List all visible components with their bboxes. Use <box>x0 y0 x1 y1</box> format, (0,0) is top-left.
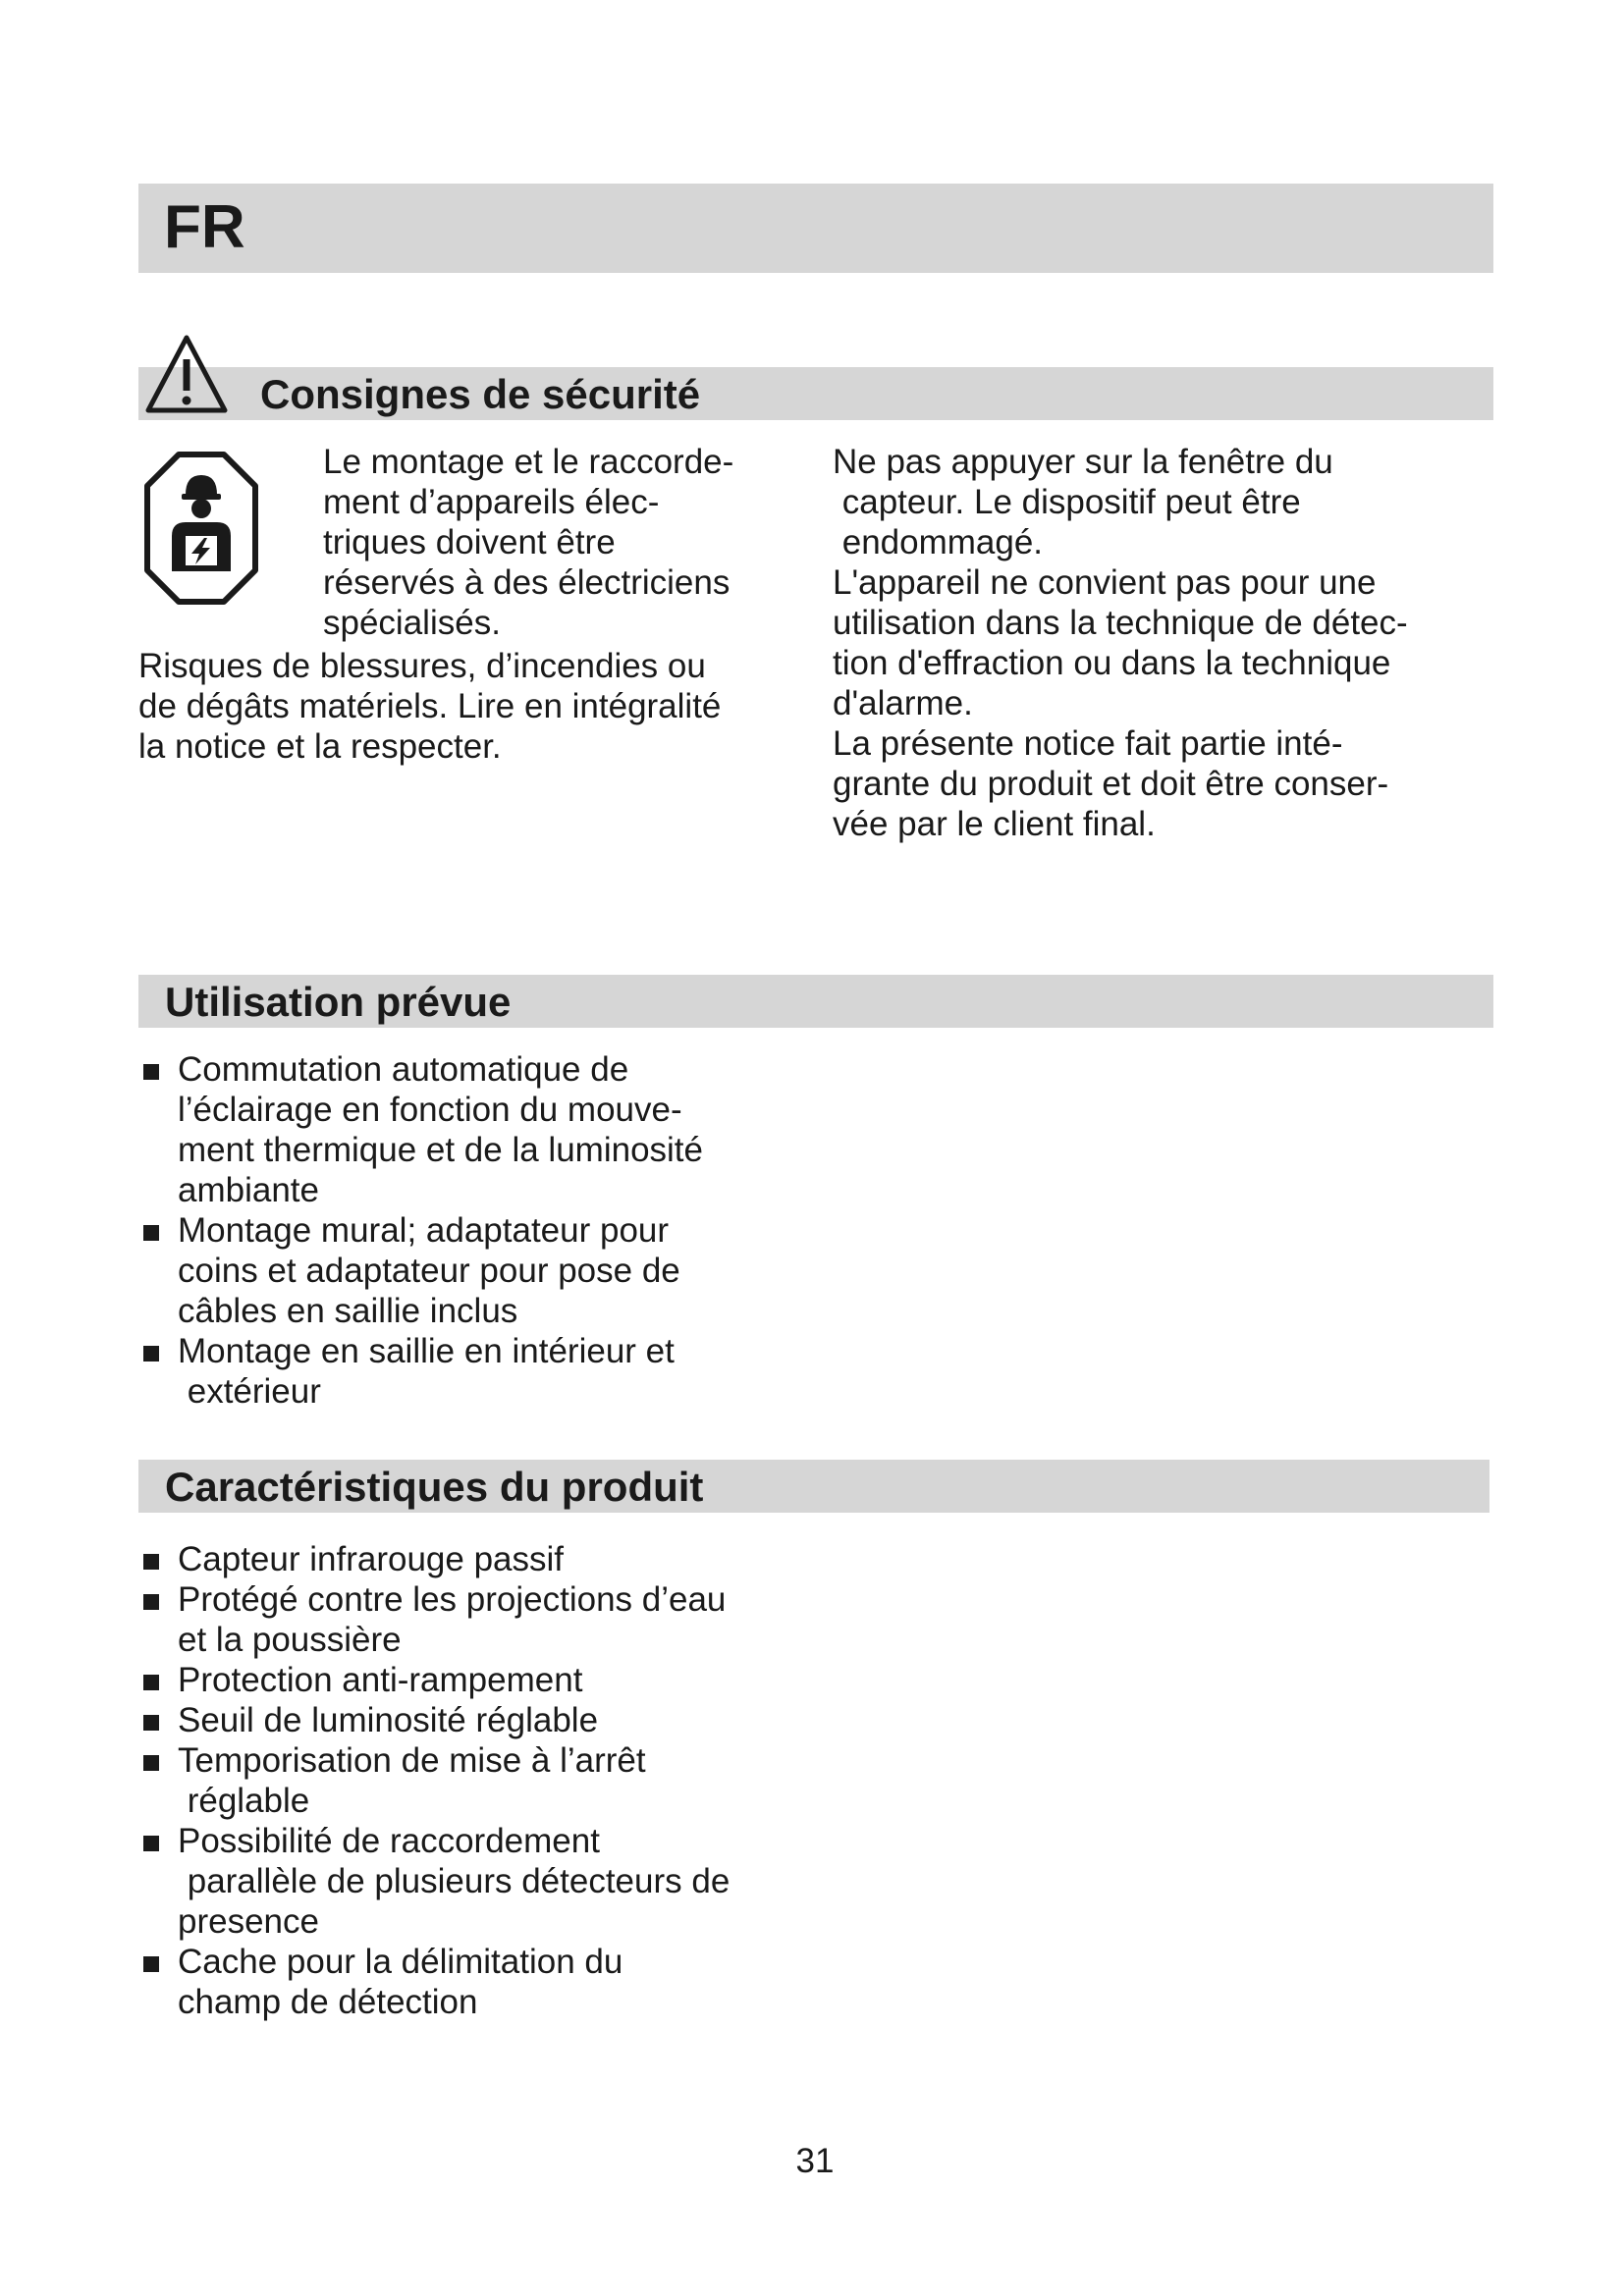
bullet-square-icon <box>143 1755 159 1771</box>
list-item <box>138 1740 730 1821</box>
bullet-square-icon <box>143 1594 159 1610</box>
list-item-text: Commutation automatique de l’éclairage en fonction du mouve- ment thermique et de la luminosité ambiante <box>178 1050 703 1209</box>
bullet-square-icon <box>143 1064 159 1080</box>
risk-warning-text <box>138 646 721 767</box>
list-item-text: Protégé contre les projections d’eau et la poussière <box>178 1580 727 1659</box>
list-item <box>138 1049 703 1210</box>
usage-list <box>138 1049 703 1412</box>
list-item <box>138 1539 730 1579</box>
language-code: FR <box>164 193 245 261</box>
safety-section-header <box>138 367 1493 420</box>
warning-triangle-icon <box>145 334 228 414</box>
bullet-square-icon <box>143 1346 159 1362</box>
list-item-text: Capteur infrarouge passif <box>178 1540 564 1578</box>
list-item-text: Montage mural; adaptateur pour coins et adaptateur pour pose de câbles en saillie inclus <box>178 1211 680 1330</box>
risk-warning-text-content: Risques de blessures, d’incendies ou de dégâts matériels. Lire en intégralité la notice et la respecter. <box>138 647 722 766</box>
list-item-text: Temporisation de mise à l’arrêt réglable <box>178 1741 646 1820</box>
usage-section-header <box>138 975 1493 1028</box>
electrician-only-icon <box>142 450 260 607</box>
features-section-title: Caractéristiques du produit <box>165 1464 704 1510</box>
usage-section-title: Utilisation prévue <box>165 979 512 1025</box>
electrician-warning-text <box>323 442 733 643</box>
features-list <box>138 1539 730 2022</box>
list-item-text: Seuil de luminosité réglable <box>178 1701 599 1739</box>
bullet-square-icon <box>143 1715 159 1731</box>
sensor-warning-text <box>833 442 1408 844</box>
list-item-text: Protection anti-rampement <box>178 1661 583 1699</box>
electrician-warning-text-content: Le montage et le raccorde- ment d’appareils élec- triques doivent être réservés à des électriciens spécialisés. <box>323 443 734 642</box>
sensor-warning-text-content: Ne pas appuyer sur la fenêtre du capteur. Le dispositif peut être endommagé. L'appareil ne convient pas pour une utilisation dans la technique de détec- tion d'effraction ou dans la technique d'alarme. La présente notice fait partie inté- grante du produit et doit être conser- vée par le client final. <box>833 443 1408 843</box>
list-item-text: Montage en saillie en intérieur et extérieur <box>178 1332 675 1411</box>
list-item <box>138 1821 730 1942</box>
safety-section-title: Consignes de sécurité <box>260 371 701 417</box>
list-item <box>138 1942 730 2022</box>
list-item <box>138 1700 730 1740</box>
bullet-square-icon <box>143 1675 159 1690</box>
bullet-square-icon <box>143 1956 159 1972</box>
list-item-text: Possibilité de raccordement parallèle de plusieurs détecteurs de presence <box>178 1822 731 1941</box>
list-item <box>138 1579 730 1660</box>
page-number: 31 <box>795 2142 835 2180</box>
language-header-bar <box>138 184 1493 273</box>
list-item <box>138 1210 703 1331</box>
list-item <box>138 1660 730 1700</box>
list-item <box>138 1331 703 1412</box>
bullet-square-icon <box>143 1225 159 1241</box>
bullet-square-icon <box>143 1836 159 1851</box>
list-item-text: Cache pour la délimitation du champ de détection <box>178 1943 623 2021</box>
features-section-header <box>138 1460 1489 1513</box>
bullet-square-icon <box>143 1554 159 1570</box>
